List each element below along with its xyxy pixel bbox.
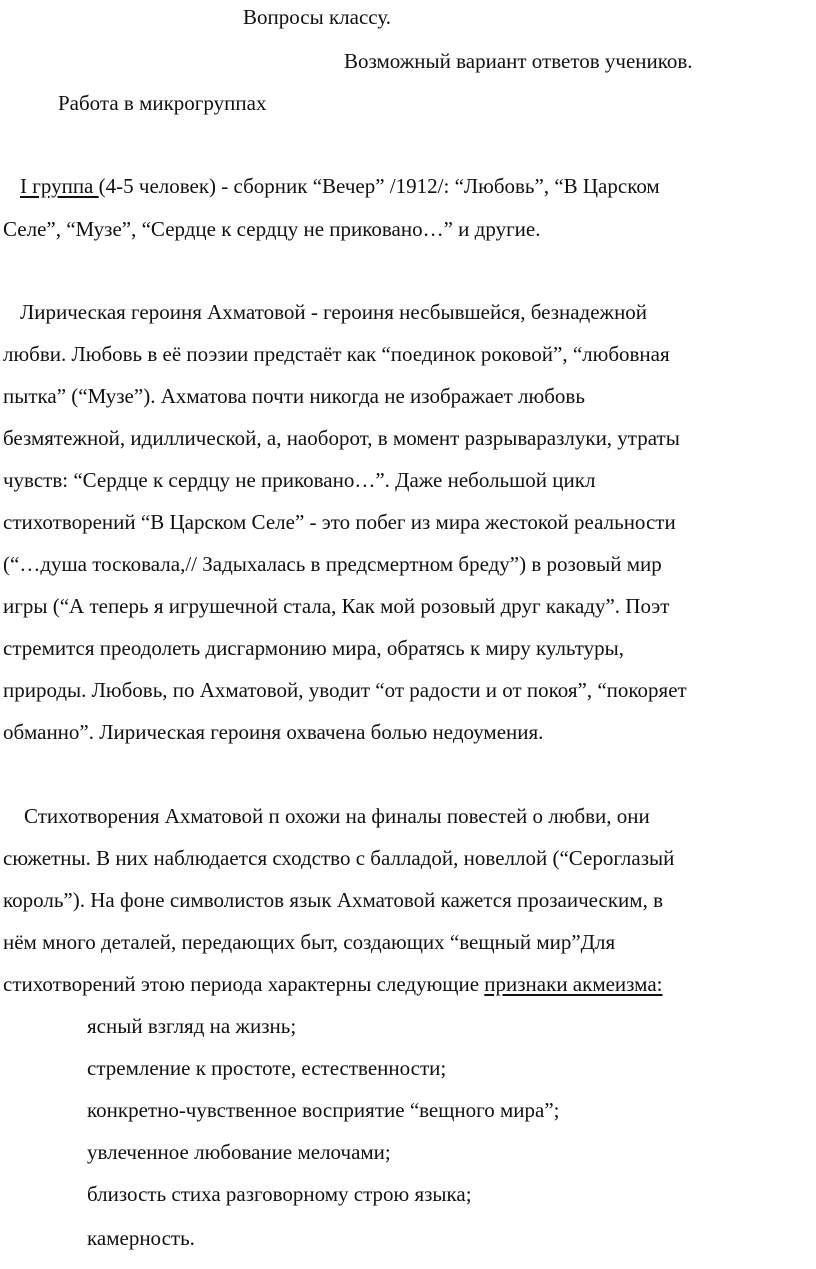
acmeism-sign: стремление к простоте, естественности; [87, 1056, 447, 1080]
paragraph1-line: стремится преодолеть дисгармонию мира, обратясь к миру культуры, [3, 636, 624, 660]
paragraph1-line: чувств: “Сердце к сердцу не приковано…”. Даже небольшой цикл [3, 468, 596, 492]
paragraph1-line: (“…душа тосковала,// Задыхалась в предсмертном бреду”) в розовый мир [3, 552, 662, 576]
paragraph1-line: стихотворений “В Царском Селе” - это побег из мира жестокой реальности [3, 510, 676, 534]
paragraph2-line: король”). На фоне символистов язык Ахматовой кажется прозаическим, в [3, 888, 663, 912]
acmeism-sign: близость стиха разговорному строю языка; [87, 1182, 472, 1206]
acmeism-sign: увлеченное любование мелочами; [87, 1140, 391, 1164]
acmeism-sign: камерность. [87, 1226, 195, 1250]
paragraph1-line: Лирическая героиня Ахматовой - героиня несбывшейся, безнадежной [20, 300, 648, 324]
group1-label: I группа [20, 174, 99, 198]
paragraph1-line: игры (“А теперь я игрушечной стала, Как мой розовый друг какаду”. Поэт [3, 594, 670, 618]
paragraph1-line: обманно”. Лирическая героиня охвачена болью недоумения. [3, 720, 544, 744]
paragraph2-last-line [3, 970, 662, 998]
paragraph2-line: Стихотворения Ахматовой п охожи на финалы повестей о любви, они [24, 804, 650, 828]
paragraph1-line: любви. Любовь в её поэзии предстаёт как “поединок роковой”, “любовная [3, 342, 670, 366]
group1-line1-rest: (4-5 человек) - сборник “Вечер” /1912/: “Любовь”, “В Царском [98, 174, 660, 198]
paragraph1-line: безмятежной, идиллической, а, наоборот, в момент разрываразлуки, утраты [3, 426, 680, 450]
questions-title: Вопросы классу. [243, 5, 391, 29]
paragraph2-line: нём много деталей, передающих быт, создающих “вещный мир”Для [3, 930, 616, 954]
group1-line2: Селе”, “Музе”, “Сердце к сердцу не приковано…” и другие. [3, 217, 541, 241]
group1-line1 [20, 172, 660, 200]
paragraph2-line: сюжетны. В них наблюдается сходство с балладой, новеллой (“Сероглазый [3, 846, 675, 870]
paragraph2-last-text: стихотворений этою периода характерны следующие [3, 972, 485, 996]
answers-title: Возможный вариант ответов учеников. [344, 49, 693, 73]
acmeism-signs-heading: признаки акмеизма: [484, 972, 663, 996]
paragraph1-line: природы. Любовь, по Ахматовой, уводит “от радости и от покоя”, “покоряет [3, 678, 687, 702]
work-title: Работа в микрогруппах [58, 91, 267, 115]
paragraph1-line: пытка” (“Музе”). Ахматова почти никогда не изображает любовь [3, 384, 585, 408]
acmeism-sign: конкретно-чувственное восприятие “вещного мира”; [87, 1098, 560, 1122]
acmeism-sign: ясный взгляд на жизнь; [87, 1014, 297, 1038]
